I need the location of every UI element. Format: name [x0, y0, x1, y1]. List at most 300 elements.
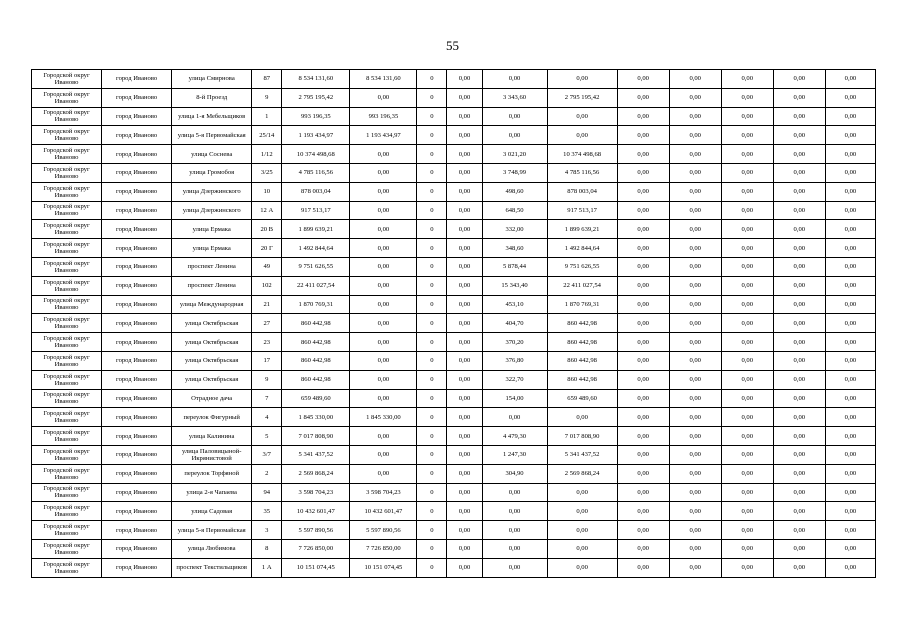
amount-cell: 0,00 — [447, 427, 482, 446]
house-number-cell: 87 — [252, 70, 282, 89]
cost-part-2-cell: 860 442,98 — [547, 351, 617, 370]
total-cost-cell: 2 795 195,42 — [282, 88, 350, 107]
street-cell: улица Октябрьская — [172, 314, 252, 333]
amount-cell: 0,00 — [447, 182, 482, 201]
value-cell-2: 0,00 — [669, 333, 721, 352]
value-cell-1: 0,00 — [617, 182, 669, 201]
house-number-cell: 10 — [252, 182, 282, 201]
amount-cell: 0,00 — [447, 333, 482, 352]
value-cell-3: 0,00 — [721, 295, 773, 314]
total-cost-cell: 7 017 808,90 — [282, 427, 350, 446]
municipality-cell: Городской округ Иваново — [32, 201, 102, 220]
value-cell-5: 0,00 — [825, 163, 875, 182]
street-cell: улица Октябрьская — [172, 333, 252, 352]
count-cell: 0 — [417, 126, 447, 145]
count-cell: 0 — [417, 351, 447, 370]
total-cost-cell: 7 726 850,00 — [282, 539, 350, 558]
value-cell-4: 0,00 — [773, 88, 825, 107]
count-cell: 0 — [417, 295, 447, 314]
value-cell-3: 0,00 — [721, 126, 773, 145]
total-cost-cell: 917 513,17 — [282, 201, 350, 220]
area-cell: 348,60 — [482, 239, 547, 258]
value-cell-4: 0,00 — [773, 427, 825, 446]
settlement-cell: город Иваново — [102, 502, 172, 521]
settlement-cell: город Иваново — [102, 88, 172, 107]
area-cell: 332,00 — [482, 220, 547, 239]
settlement-cell: город Иваново — [102, 107, 172, 126]
table-row — [32, 314, 876, 333]
house-number-cell: 20 Г — [252, 239, 282, 258]
cost-part-1-cell: 0,00 — [350, 257, 417, 276]
street-cell: переулок Торфяной — [172, 464, 252, 483]
total-cost-cell: 860 442,98 — [282, 333, 350, 352]
amount-cell: 0,00 — [447, 370, 482, 389]
count-cell: 0 — [417, 521, 447, 540]
municipality-cell: Городской округ Иваново — [32, 257, 102, 276]
value-cell-5: 0,00 — [825, 70, 875, 89]
value-cell-2: 0,00 — [669, 239, 721, 258]
value-cell-2: 0,00 — [669, 107, 721, 126]
value-cell-3: 0,00 — [721, 558, 773, 577]
cost-part-2-cell: 0,00 — [547, 126, 617, 145]
cost-part-1-cell: 0,00 — [350, 295, 417, 314]
street-cell: улица 1-я Мебельщиков — [172, 107, 252, 126]
value-cell-1: 0,00 — [617, 445, 669, 464]
total-cost-cell: 8 534 131,60 — [282, 70, 350, 89]
value-cell-2: 0,00 — [669, 351, 721, 370]
value-cell-2: 0,00 — [669, 163, 721, 182]
house-number-cell: 25/14 — [252, 126, 282, 145]
house-number-cell: 20 В — [252, 220, 282, 239]
value-cell-4: 0,00 — [773, 464, 825, 483]
cost-part-2-cell: 878 003,04 — [547, 182, 617, 201]
total-cost-cell: 22 411 027,54 — [282, 276, 350, 295]
table-row — [32, 88, 876, 107]
amount-cell: 0,00 — [447, 314, 482, 333]
cost-part-1-cell: 3 598 704,23 — [350, 483, 417, 502]
municipality-cell: Городской округ Иваново — [32, 483, 102, 502]
value-cell-4: 0,00 — [773, 257, 825, 276]
table-row — [32, 351, 876, 370]
house-number-cell: 9 — [252, 370, 282, 389]
cost-part-2-cell: 860 442,98 — [547, 314, 617, 333]
settlement-cell: город Иваново — [102, 239, 172, 258]
cost-part-1-cell: 5 597 890,56 — [350, 521, 417, 540]
street-cell: улица 5-я Первомайская — [172, 126, 252, 145]
municipality-cell: Городской округ Иваново — [32, 351, 102, 370]
value-cell-1: 0,00 — [617, 88, 669, 107]
house-number-cell: 27 — [252, 314, 282, 333]
cost-part-1-cell: 8 534 131,60 — [350, 70, 417, 89]
settlement-cell: город Иваново — [102, 464, 172, 483]
amount-cell: 0,00 — [447, 276, 482, 295]
municipality-cell: Городской округ Иваново — [32, 558, 102, 577]
cost-part-1-cell: 0,00 — [350, 427, 417, 446]
value-cell-3: 0,00 — [721, 539, 773, 558]
street-cell: проспект Ленина — [172, 257, 252, 276]
value-cell-5: 0,00 — [825, 314, 875, 333]
settlement-cell: город Иваново — [102, 257, 172, 276]
settlement-cell: город Иваново — [102, 70, 172, 89]
value-cell-2: 0,00 — [669, 389, 721, 408]
value-cell-5: 0,00 — [825, 201, 875, 220]
municipality-cell: Городской округ Иваново — [32, 163, 102, 182]
value-cell-3: 0,00 — [721, 88, 773, 107]
street-cell: улица Дзержинского — [172, 182, 252, 201]
cost-part-1-cell: 0,00 — [350, 182, 417, 201]
house-number-cell: 4 — [252, 408, 282, 427]
settlement-cell: город Иваново — [102, 445, 172, 464]
table-row — [32, 464, 876, 483]
municipality-cell: Городской округ Иваново — [32, 389, 102, 408]
value-cell-1: 0,00 — [617, 239, 669, 258]
municipality-cell: Городской округ Иваново — [32, 295, 102, 314]
value-cell-4: 0,00 — [773, 370, 825, 389]
value-cell-2: 0,00 — [669, 70, 721, 89]
value-cell-4: 0,00 — [773, 389, 825, 408]
table-row — [32, 521, 876, 540]
table-row — [32, 370, 876, 389]
value-cell-4: 0,00 — [773, 239, 825, 258]
table-row — [32, 539, 876, 558]
value-cell-1: 0,00 — [617, 521, 669, 540]
area-cell: 15 343,40 — [482, 276, 547, 295]
value-cell-1: 0,00 — [617, 408, 669, 427]
house-number-cell: 3 — [252, 521, 282, 540]
value-cell-1: 0,00 — [617, 295, 669, 314]
area-cell: 1 247,30 — [482, 445, 547, 464]
table-body — [32, 70, 876, 578]
value-cell-5: 0,00 — [825, 182, 875, 201]
table-row — [32, 126, 876, 145]
area-cell: 4 479,30 — [482, 427, 547, 446]
value-cell-2: 0,00 — [669, 314, 721, 333]
area-cell: 376,80 — [482, 351, 547, 370]
value-cell-1: 0,00 — [617, 257, 669, 276]
value-cell-1: 0,00 — [617, 502, 669, 521]
value-cell-5: 0,00 — [825, 389, 875, 408]
value-cell-5: 0,00 — [825, 464, 875, 483]
table-row — [32, 389, 876, 408]
settlement-cell: город Иваново — [102, 389, 172, 408]
value-cell-3: 0,00 — [721, 464, 773, 483]
cost-part-2-cell: 0,00 — [547, 558, 617, 577]
count-cell: 0 — [417, 483, 447, 502]
value-cell-3: 0,00 — [721, 145, 773, 164]
street-cell: переулок Фигурный — [172, 408, 252, 427]
table-row — [32, 257, 876, 276]
municipality-cell: Городской округ Иваново — [32, 333, 102, 352]
value-cell-1: 0,00 — [617, 539, 669, 558]
value-cell-1: 0,00 — [617, 370, 669, 389]
count-cell: 0 — [417, 333, 447, 352]
value-cell-3: 0,00 — [721, 70, 773, 89]
table-row — [32, 182, 876, 201]
value-cell-3: 0,00 — [721, 445, 773, 464]
street-cell: проспект Ленина — [172, 276, 252, 295]
house-number-cell: 2 — [252, 464, 282, 483]
settlement-cell: город Иваново — [102, 201, 172, 220]
value-cell-2: 0,00 — [669, 445, 721, 464]
street-cell: улица Любимова — [172, 539, 252, 558]
count-cell: 0 — [417, 539, 447, 558]
count-cell: 0 — [417, 408, 447, 427]
municipality-cell: Городской округ Иваново — [32, 182, 102, 201]
settlement-cell: город Иваново — [102, 145, 172, 164]
value-cell-1: 0,00 — [617, 201, 669, 220]
count-cell: 0 — [417, 558, 447, 577]
value-cell-2: 0,00 — [669, 539, 721, 558]
value-cell-3: 0,00 — [721, 314, 773, 333]
value-cell-2: 0,00 — [669, 220, 721, 239]
amount-cell: 0,00 — [447, 521, 482, 540]
cost-part-2-cell: 0,00 — [547, 107, 617, 126]
count-cell: 0 — [417, 107, 447, 126]
municipality-cell: Городской округ Иваново — [32, 427, 102, 446]
cost-part-2-cell: 2 569 868,24 — [547, 464, 617, 483]
total-cost-cell: 1 845 330,00 — [282, 408, 350, 427]
total-cost-cell: 1 899 639,21 — [282, 220, 350, 239]
table-row — [32, 70, 876, 89]
value-cell-5: 0,00 — [825, 370, 875, 389]
cost-part-1-cell: 0,00 — [350, 145, 417, 164]
value-cell-2: 0,00 — [669, 558, 721, 577]
value-cell-4: 0,00 — [773, 445, 825, 464]
cost-part-2-cell: 22 411 027,54 — [547, 276, 617, 295]
amount-cell: 0,00 — [447, 539, 482, 558]
cost-part-2-cell: 0,00 — [547, 408, 617, 427]
area-cell: 154,00 — [482, 389, 547, 408]
street-cell: улица Громобоя — [172, 163, 252, 182]
area-cell: 5 878,44 — [482, 257, 547, 276]
settlement-cell: город Иваново — [102, 314, 172, 333]
total-cost-cell: 4 785 116,56 — [282, 163, 350, 182]
value-cell-5: 0,00 — [825, 220, 875, 239]
value-cell-3: 0,00 — [721, 107, 773, 126]
settlement-cell: город Иваново — [102, 521, 172, 540]
table-row — [32, 107, 876, 126]
settlement-cell: город Иваново — [102, 295, 172, 314]
table-row — [32, 145, 876, 164]
value-cell-3: 0,00 — [721, 483, 773, 502]
cost-part-2-cell: 659 489,60 — [547, 389, 617, 408]
street-cell: улица Соснева — [172, 145, 252, 164]
total-cost-cell: 860 442,98 — [282, 351, 350, 370]
value-cell-5: 0,00 — [825, 408, 875, 427]
value-cell-4: 0,00 — [773, 558, 825, 577]
value-cell-1: 0,00 — [617, 351, 669, 370]
register-table — [31, 69, 876, 578]
cost-part-1-cell: 993 196,35 — [350, 107, 417, 126]
cost-part-2-cell: 1 870 769,31 — [547, 295, 617, 314]
count-cell: 0 — [417, 464, 447, 483]
count-cell: 0 — [417, 427, 447, 446]
value-cell-4: 0,00 — [773, 521, 825, 540]
street-cell: Отрадное дача — [172, 389, 252, 408]
cost-part-1-cell: 0,00 — [350, 163, 417, 182]
value-cell-3: 0,00 — [721, 257, 773, 276]
value-cell-3: 0,00 — [721, 370, 773, 389]
street-cell: проспект Текстильщиков — [172, 558, 252, 577]
count-cell: 0 — [417, 220, 447, 239]
amount-cell: 0,00 — [447, 163, 482, 182]
total-cost-cell: 5 597 890,56 — [282, 521, 350, 540]
value-cell-3: 0,00 — [721, 201, 773, 220]
value-cell-1: 0,00 — [617, 483, 669, 502]
value-cell-2: 0,00 — [669, 201, 721, 220]
area-cell: 370,20 — [482, 333, 547, 352]
value-cell-1: 0,00 — [617, 276, 669, 295]
area-cell: 0,00 — [482, 408, 547, 427]
value-cell-3: 0,00 — [721, 163, 773, 182]
value-cell-3: 0,00 — [721, 239, 773, 258]
total-cost-cell: 3 598 704,23 — [282, 483, 350, 502]
house-number-cell: 35 — [252, 502, 282, 521]
street-cell: улица Дзержинского — [172, 201, 252, 220]
value-cell-5: 0,00 — [825, 88, 875, 107]
street-cell: улица Международная — [172, 295, 252, 314]
cost-part-1-cell: 0,00 — [350, 370, 417, 389]
value-cell-4: 0,00 — [773, 276, 825, 295]
value-cell-5: 0,00 — [825, 351, 875, 370]
value-cell-2: 0,00 — [669, 295, 721, 314]
street-cell: улица Смирнова — [172, 70, 252, 89]
value-cell-1: 0,00 — [617, 220, 669, 239]
value-cell-5: 0,00 — [825, 427, 875, 446]
total-cost-cell: 1 492 844,64 — [282, 239, 350, 258]
municipality-cell: Городской округ Иваново — [32, 276, 102, 295]
cost-part-2-cell: 4 785 116,56 — [547, 163, 617, 182]
total-cost-cell: 878 003,04 — [282, 182, 350, 201]
house-number-cell: 3/7 — [252, 445, 282, 464]
area-cell: 3 021,20 — [482, 145, 547, 164]
count-cell: 0 — [417, 445, 447, 464]
cost-part-2-cell: 0,00 — [547, 483, 617, 502]
municipality-cell: Городской округ Иваново — [32, 88, 102, 107]
table-row — [32, 163, 876, 182]
house-number-cell: 49 — [252, 257, 282, 276]
value-cell-4: 0,00 — [773, 163, 825, 182]
value-cell-3: 0,00 — [721, 502, 773, 521]
municipality-cell: Городской округ Иваново — [32, 314, 102, 333]
municipality-cell: Городской округ Иваново — [32, 370, 102, 389]
value-cell-2: 0,00 — [669, 126, 721, 145]
house-number-cell: 21 — [252, 295, 282, 314]
count-cell: 0 — [417, 182, 447, 201]
value-cell-5: 0,00 — [825, 145, 875, 164]
value-cell-4: 0,00 — [773, 70, 825, 89]
house-number-cell: 23 — [252, 333, 282, 352]
value-cell-5: 0,00 — [825, 521, 875, 540]
table-row — [32, 239, 876, 258]
street-cell: улица 5-я Первомайская — [172, 521, 252, 540]
value-cell-4: 0,00 — [773, 107, 825, 126]
cost-part-1-cell: 0,00 — [350, 276, 417, 295]
table-row — [32, 333, 876, 352]
amount-cell: 0,00 — [447, 88, 482, 107]
total-cost-cell: 10 151 074,45 — [282, 558, 350, 577]
area-cell: 498,60 — [482, 182, 547, 201]
value-cell-2: 0,00 — [669, 370, 721, 389]
total-cost-cell: 10 432 601,47 — [282, 502, 350, 521]
value-cell-5: 0,00 — [825, 539, 875, 558]
area-cell: 3 748,99 — [482, 163, 547, 182]
value-cell-5: 0,00 — [825, 276, 875, 295]
house-number-cell: 9 — [252, 88, 282, 107]
amount-cell: 0,00 — [447, 445, 482, 464]
value-cell-4: 0,00 — [773, 201, 825, 220]
area-cell: 0,00 — [482, 107, 547, 126]
total-cost-cell: 860 442,98 — [282, 314, 350, 333]
street-cell: улица Ермака — [172, 220, 252, 239]
cost-part-1-cell: 0,00 — [350, 351, 417, 370]
value-cell-4: 0,00 — [773, 408, 825, 427]
value-cell-2: 0,00 — [669, 521, 721, 540]
area-cell: 0,00 — [482, 502, 547, 521]
value-cell-5: 0,00 — [825, 558, 875, 577]
cost-part-2-cell: 0,00 — [547, 502, 617, 521]
amount-cell: 0,00 — [447, 483, 482, 502]
value-cell-2: 0,00 — [669, 502, 721, 521]
cost-part-1-cell: 10 432 601,47 — [350, 502, 417, 521]
count-cell: 0 — [417, 239, 447, 258]
count-cell: 0 — [417, 201, 447, 220]
street-cell: улица 2-я Чапаева — [172, 483, 252, 502]
value-cell-4: 0,00 — [773, 295, 825, 314]
settlement-cell: город Иваново — [102, 483, 172, 502]
cost-part-2-cell: 2 795 195,42 — [547, 88, 617, 107]
value-cell-2: 0,00 — [669, 145, 721, 164]
value-cell-3: 0,00 — [721, 182, 773, 201]
cost-part-1-cell: 0,00 — [350, 333, 417, 352]
value-cell-4: 0,00 — [773, 333, 825, 352]
table-row — [32, 558, 876, 577]
total-cost-cell: 1 870 769,31 — [282, 295, 350, 314]
value-cell-1: 0,00 — [617, 427, 669, 446]
total-cost-cell: 1 193 434,97 — [282, 126, 350, 145]
settlement-cell: город Иваново — [102, 220, 172, 239]
municipality-cell: Городской округ Иваново — [32, 70, 102, 89]
area-cell: 404,70 — [482, 314, 547, 333]
area-cell: 304,90 — [482, 464, 547, 483]
count-cell: 0 — [417, 257, 447, 276]
municipality-cell: Городской округ Иваново — [32, 107, 102, 126]
area-cell: 0,00 — [482, 70, 547, 89]
area-cell: 0,00 — [482, 483, 547, 502]
house-number-cell: 12 А — [252, 201, 282, 220]
count-cell: 0 — [417, 145, 447, 164]
cost-part-1-cell: 7 726 850,00 — [350, 539, 417, 558]
value-cell-3: 0,00 — [721, 427, 773, 446]
count-cell: 0 — [417, 389, 447, 408]
value-cell-5: 0,00 — [825, 333, 875, 352]
settlement-cell: город Иваново — [102, 558, 172, 577]
area-cell: 0,00 — [482, 126, 547, 145]
value-cell-1: 0,00 — [617, 126, 669, 145]
area-cell: 3 343,60 — [482, 88, 547, 107]
municipality-cell: Городской округ Иваново — [32, 239, 102, 258]
value-cell-2: 0,00 — [669, 276, 721, 295]
area-cell: 648,50 — [482, 201, 547, 220]
value-cell-4: 0,00 — [773, 182, 825, 201]
value-cell-5: 0,00 — [825, 445, 875, 464]
value-cell-2: 0,00 — [669, 257, 721, 276]
value-cell-3: 0,00 — [721, 220, 773, 239]
count-cell: 0 — [417, 276, 447, 295]
total-cost-cell: 993 196,35 — [282, 107, 350, 126]
amount-cell: 0,00 — [447, 220, 482, 239]
value-cell-2: 0,00 — [669, 408, 721, 427]
